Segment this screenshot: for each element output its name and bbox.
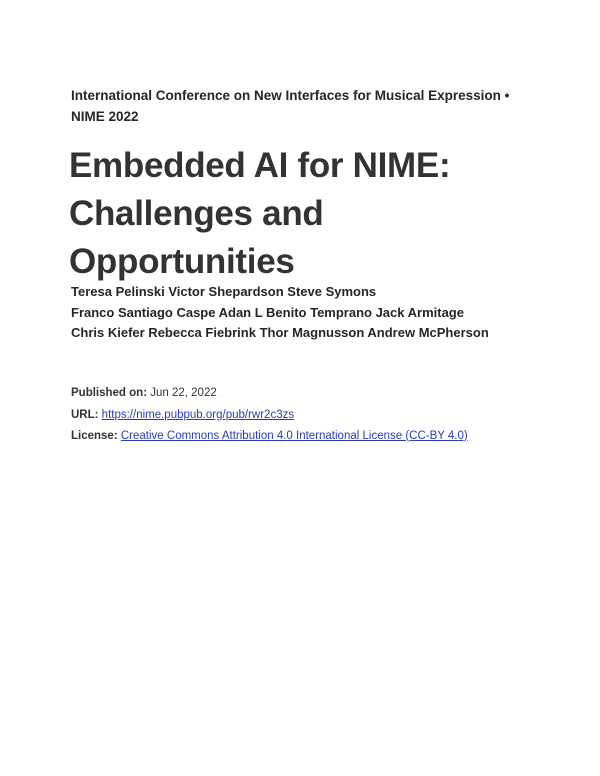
published-date: Jun 22, 2022 — [150, 387, 217, 399]
title-line-2: Challenges and — [69, 194, 324, 233]
license-row — [71, 431, 551, 453]
publication-metadata — [71, 388, 551, 453]
title-line-3: Opportunities — [69, 242, 295, 281]
conference-venue: International Conference on New Interfaces for Musical Expression • NIME 2022 — [71, 88, 510, 124]
url-row — [71, 410, 551, 432]
author-line-2: Franco Santiago Caspe Adan L Benito Temprano Jack Armitage — [71, 304, 464, 320]
license-label: License: — [71, 430, 118, 442]
license-link[interactable]: Creative Commons Attribution 4.0 International License (CC-BY 4.0) — [120, 430, 468, 442]
title-line-1: Embedded AI for NIME: — [69, 146, 451, 185]
url-label: URL: — [71, 408, 99, 421]
author-line-1: Teresa Pelinski Victor Shepardson Steve Symons — [71, 284, 377, 299]
published-label: Published on: — [71, 387, 148, 399]
author-list — [71, 282, 571, 344]
pub-url-link[interactable]: https://nime.pubpub.org/pub/rwr2c3zs — [101, 408, 295, 421]
paper-title — [69, 142, 549, 286]
published-row — [71, 388, 551, 410]
author-line-3: Chris Kiefer Rebecca Fiebrink Thor Magnusson Andrew McPherson — [71, 325, 489, 340]
